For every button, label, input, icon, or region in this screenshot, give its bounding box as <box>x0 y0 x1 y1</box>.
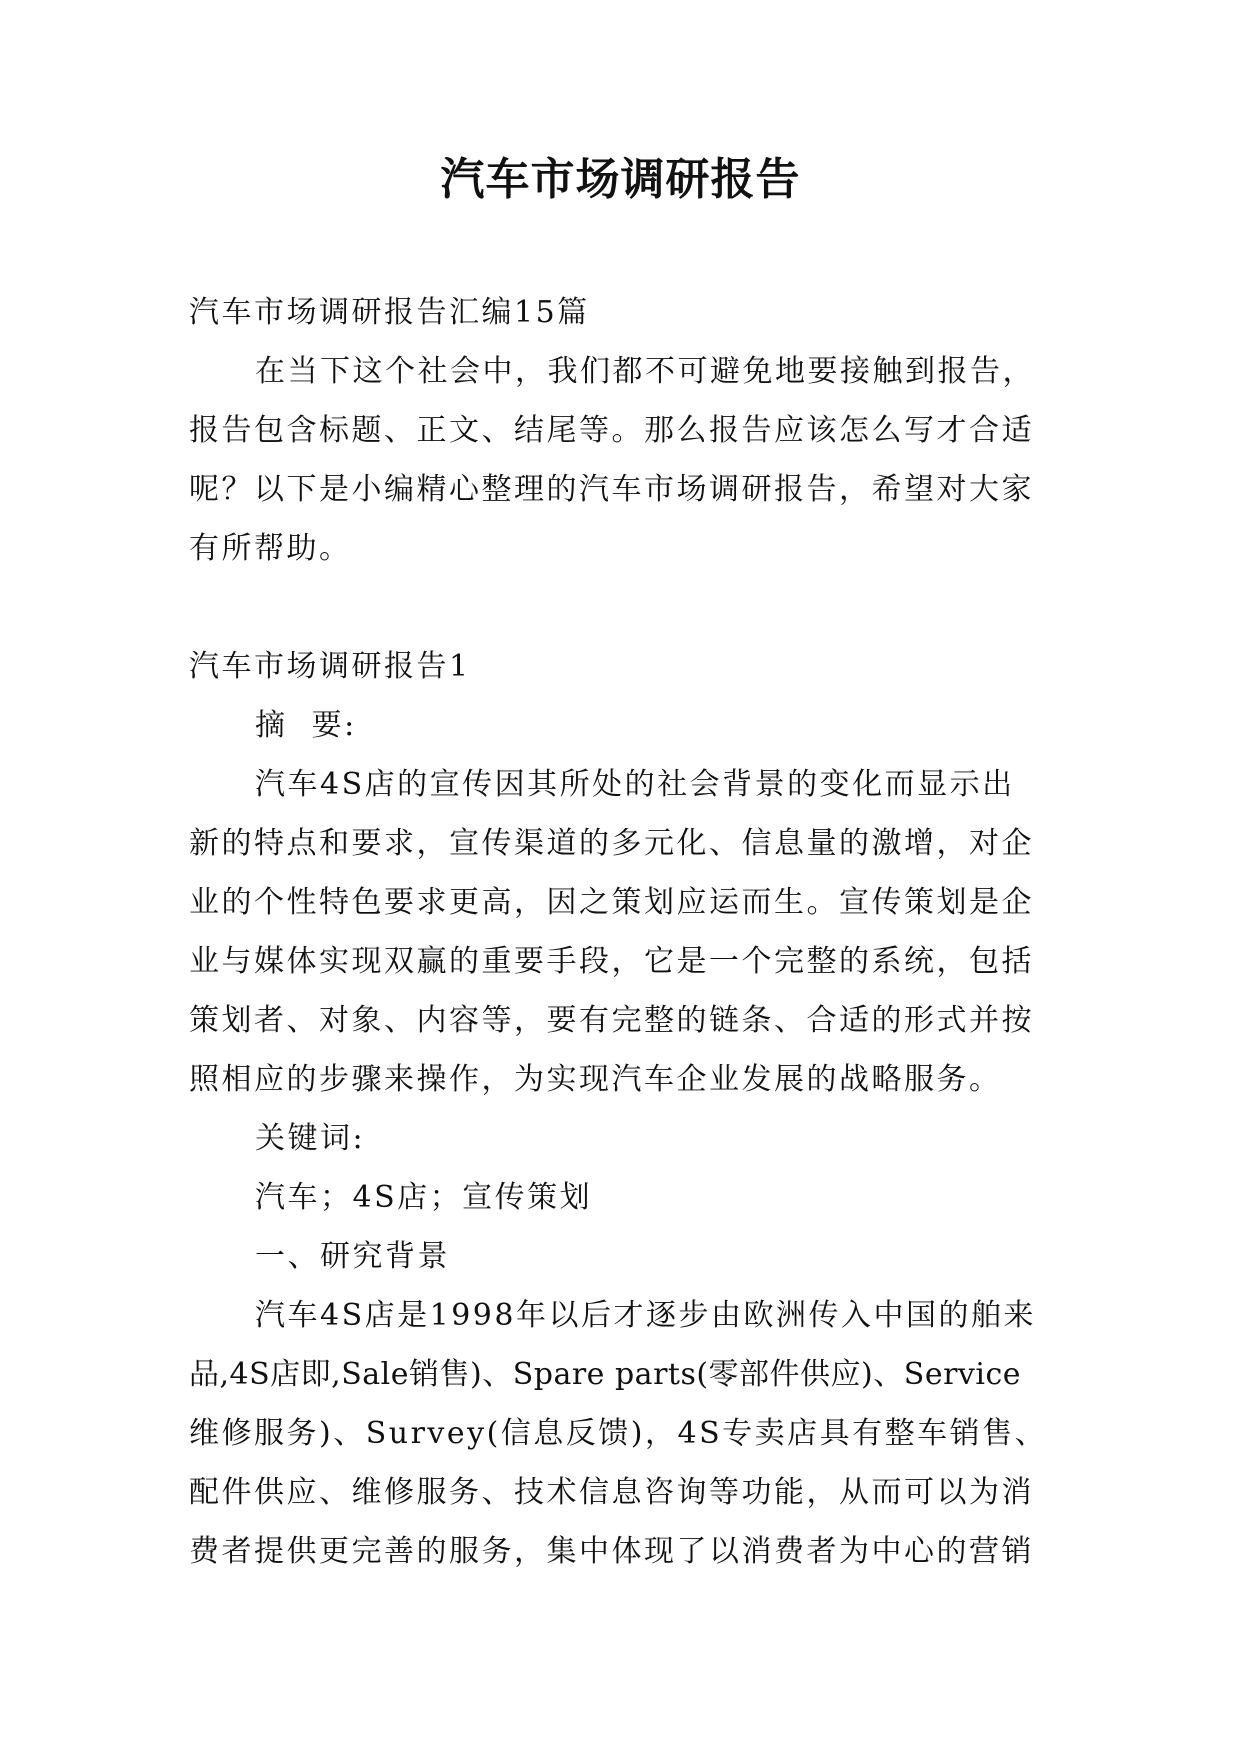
keywords-text: 汽车；4S店；宣传策划 <box>255 1180 593 1215</box>
abstract-label: 摘 要: <box>255 708 357 743</box>
collection-heading: 汽车市场调研报告汇编15篇 <box>189 295 590 330</box>
document-title: 汽车市场调研报告 <box>440 154 801 205</box>
section-heading: 一、研究背景 <box>255 1239 450 1274</box>
intro-paragraph-line: 呢？以下是小编精心整理的汽车市场调研报告，希望对大家 <box>189 472 1034 507</box>
section-paragraph-line: 汽车4S店是1998年以后才逐步由欧洲传入中国的舶来 <box>255 1298 1036 1333</box>
intro-paragraph-line: 在当下这个社会中，我们都不可避免地要接触到报告， <box>255 354 1035 389</box>
paragraph-spacer <box>189 578 1059 637</box>
keywords-label: 关键词: <box>255 1121 366 1156</box>
article-heading: 汽车市场调研报告1 <box>189 649 471 684</box>
intro-paragraph-line: 报告包含标题、正文、结尾等。那么报告应该怎么写才合适 <box>189 413 1034 448</box>
section-paragraph-line: 费者提供更完善的服务，集中体现了以消费者为中心的营销 <box>189 1534 1034 1569</box>
section-paragraph-line: 品,4S店即,Sale销售)、Spare parts(零部件供应)、Service <box>189 1357 1022 1392</box>
abstract-paragraph-line: 新的特点和要求，宣传渠道的多元化、信息量的激增，对企 <box>189 826 1034 861</box>
abstract-paragraph-line: 业与媒体实现双赢的重要手段，它是一个完整的系统，包括 <box>189 944 1034 979</box>
section-paragraph-line: 配件供应、维修服务、技术信息咨询等功能，从而可以为消 <box>189 1475 1034 1510</box>
abstract-paragraph-line: 照相应的步骤来操作，为实现汽车企业发展的战略服务。 <box>189 1062 1002 1097</box>
document-body <box>189 283 1059 1581</box>
section-paragraph-line: 维修服务)、Survey(信息反馈)，4S专卖店具有整车销售、 <box>189 1416 1048 1451</box>
abstract-paragraph-line: 策划者、对象、内容等，要有完整的链条、合适的形式并按 <box>189 1003 1034 1038</box>
abstract-paragraph-line: 业的个性特色要求更高，因之策划应运而生。宣传策划是企 <box>189 885 1034 920</box>
abstract-paragraph-line: 汽车4S店的宣传因其所处的社会背景的变化而显示出 <box>255 767 1015 802</box>
intro-paragraph-line: 有所帮助。 <box>189 531 352 566</box>
